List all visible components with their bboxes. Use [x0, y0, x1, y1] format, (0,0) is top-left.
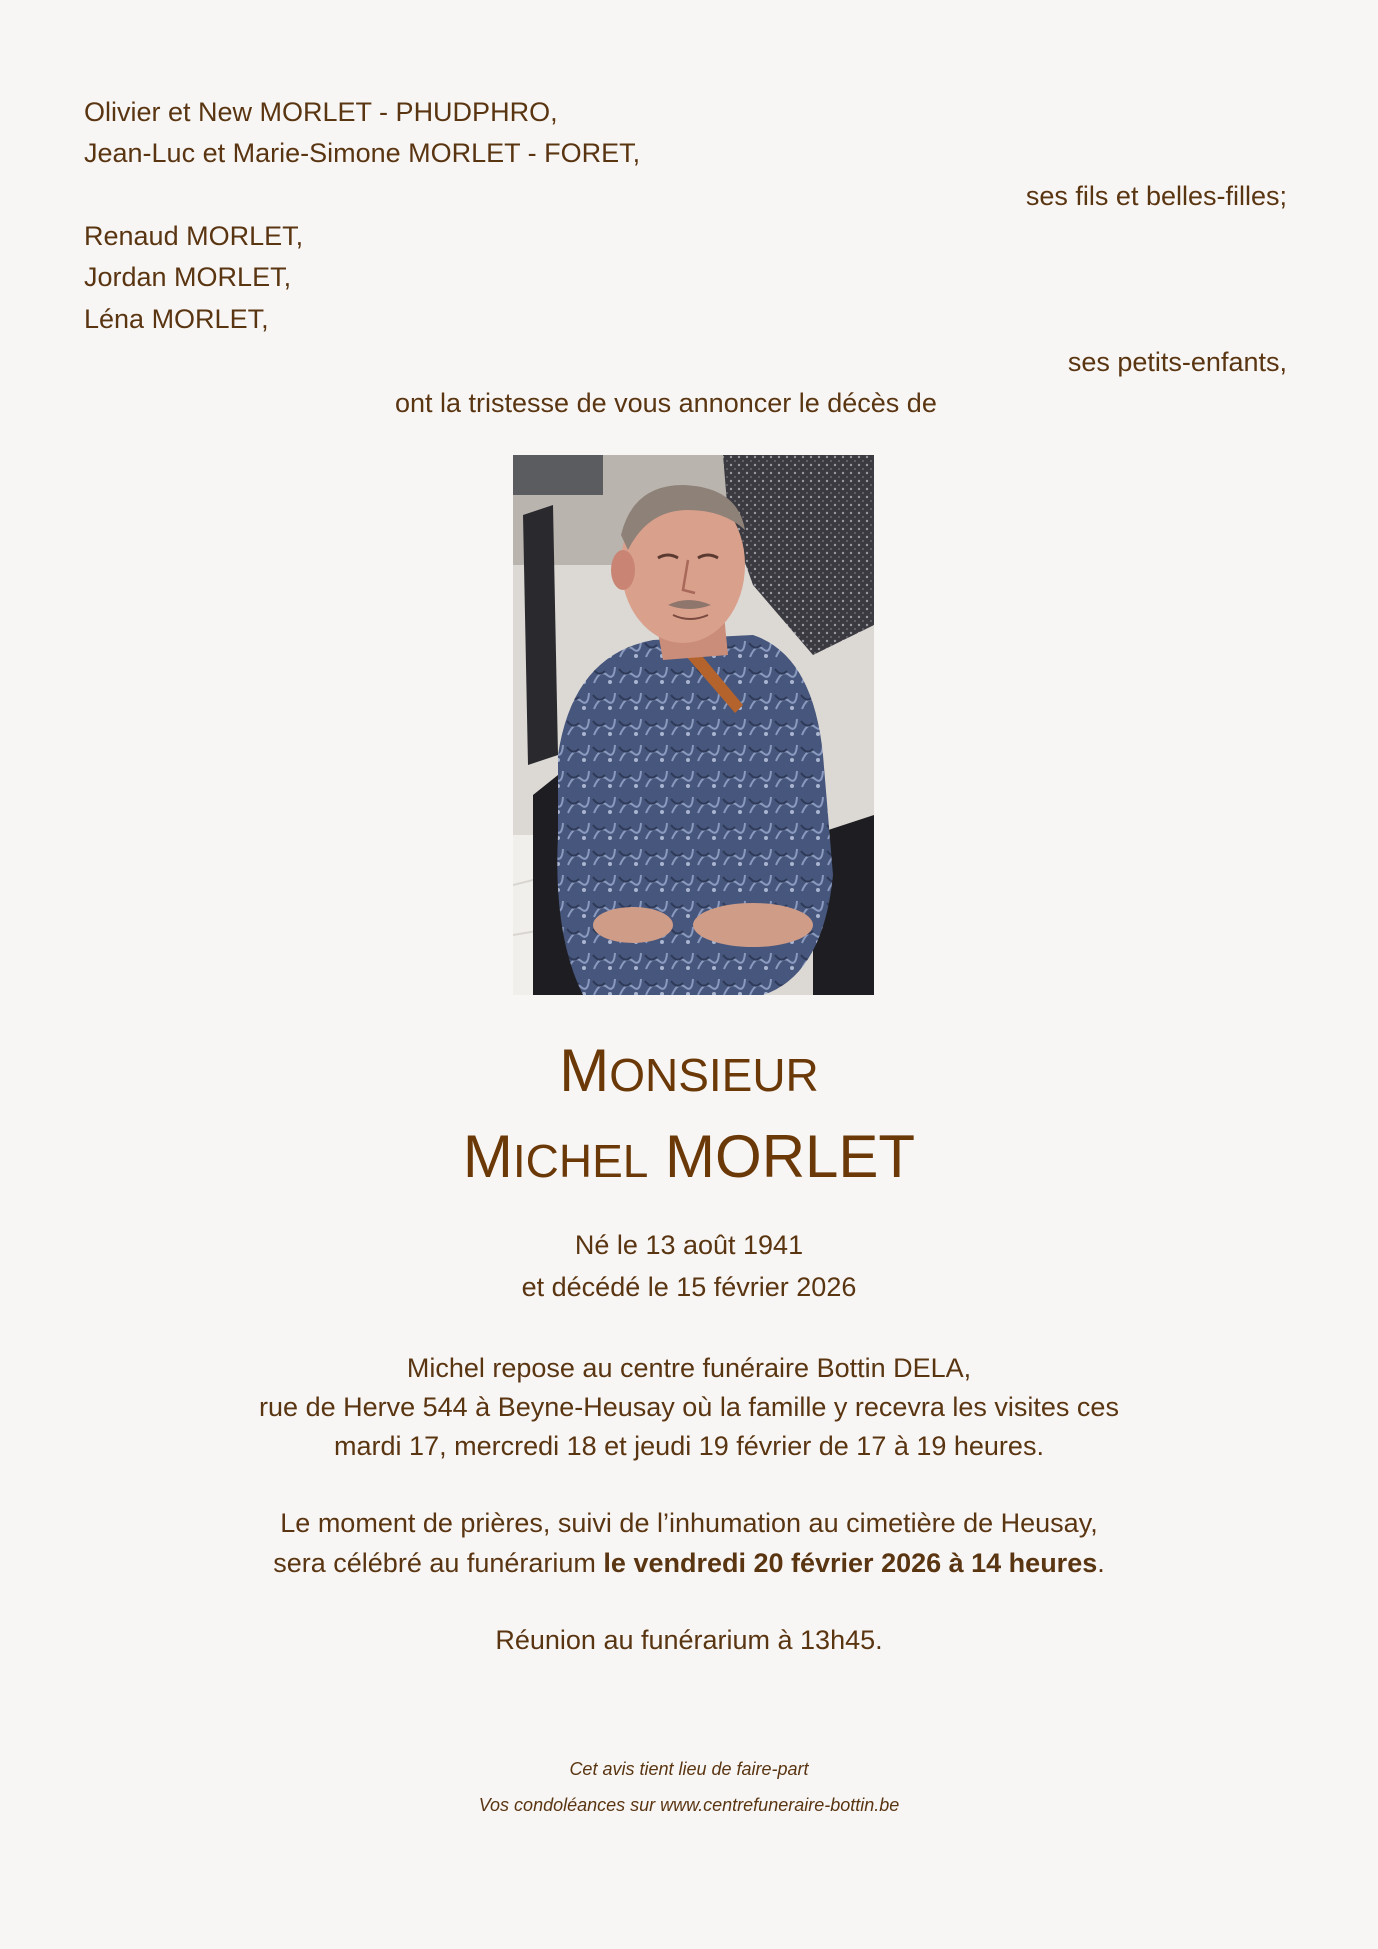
family-sons-line-1: Olivier et New MORLET - PHUDPHRO,: [84, 97, 558, 127]
ceremony-suffix: .: [1097, 1548, 1105, 1578]
grandchild-2: Jordan MORLET,: [84, 262, 292, 292]
meeting-info: Réunion au funérarium à 13h45.: [495, 1625, 883, 1655]
footer-condolences: Vos condoléances sur www.centrefuneraire-bottin.be: [478, 1795, 900, 1815]
announcement: ont la tristesse de vous annoncer le décès de: [395, 388, 937, 418]
ceremony-line-1: Le moment de prières, suivi de l’inhumation au cimetière de Heusay,: [280, 1508, 1098, 1538]
ceremony-date-time: le vendredi 20 février 2026 à 14 heures: [603, 1548, 1098, 1578]
visit-line-2: rue de Herve 544 à Beyne-Heusay où la famille y recevra les visites ces: [259, 1392, 1119, 1422]
last-name: MORLET: [665, 1123, 916, 1190]
deceased-name: [0, 1120, 1378, 1194]
visit-line-3: mardi 17, mercredi 18 et jeudi 19 février de 17 à 19 heures.: [334, 1431, 1044, 1461]
deceased-portrait-photo: [513, 455, 874, 995]
title-initial: M: [559, 1037, 610, 1104]
sons-relation: ses fils et belles-filles;: [1025, 181, 1287, 211]
title-rest: ONSIEUR: [609, 1049, 819, 1101]
visit-line-1: Michel repose au centre funéraire Bottin DELA,: [406, 1353, 972, 1383]
death-date: et décédé le 15 février 2026: [521, 1272, 857, 1302]
first-name-rest: ICHEL: [512, 1135, 649, 1187]
grandchild-3: Léna MORLET,: [84, 304, 269, 334]
birth-date: Né le 13 août 1941: [574, 1230, 804, 1260]
grandchild-1: Renaud MORLET,: [84, 221, 304, 251]
family-sons-line-2: Jean-Luc et Marie-Simone MORLET - FORET,: [84, 138, 641, 168]
footer-note: Cet avis tient lieu de faire-part: [569, 1759, 809, 1779]
grandchildren-relation: ses petits-enfants,: [1067, 347, 1287, 377]
ceremony-line-2: [0, 1543, 1378, 1583]
ceremony-prefix: sera célébré au funérarium: [273, 1548, 604, 1578]
deceased-title: [0, 1036, 1378, 1106]
first-name-initial: M: [462, 1123, 513, 1190]
